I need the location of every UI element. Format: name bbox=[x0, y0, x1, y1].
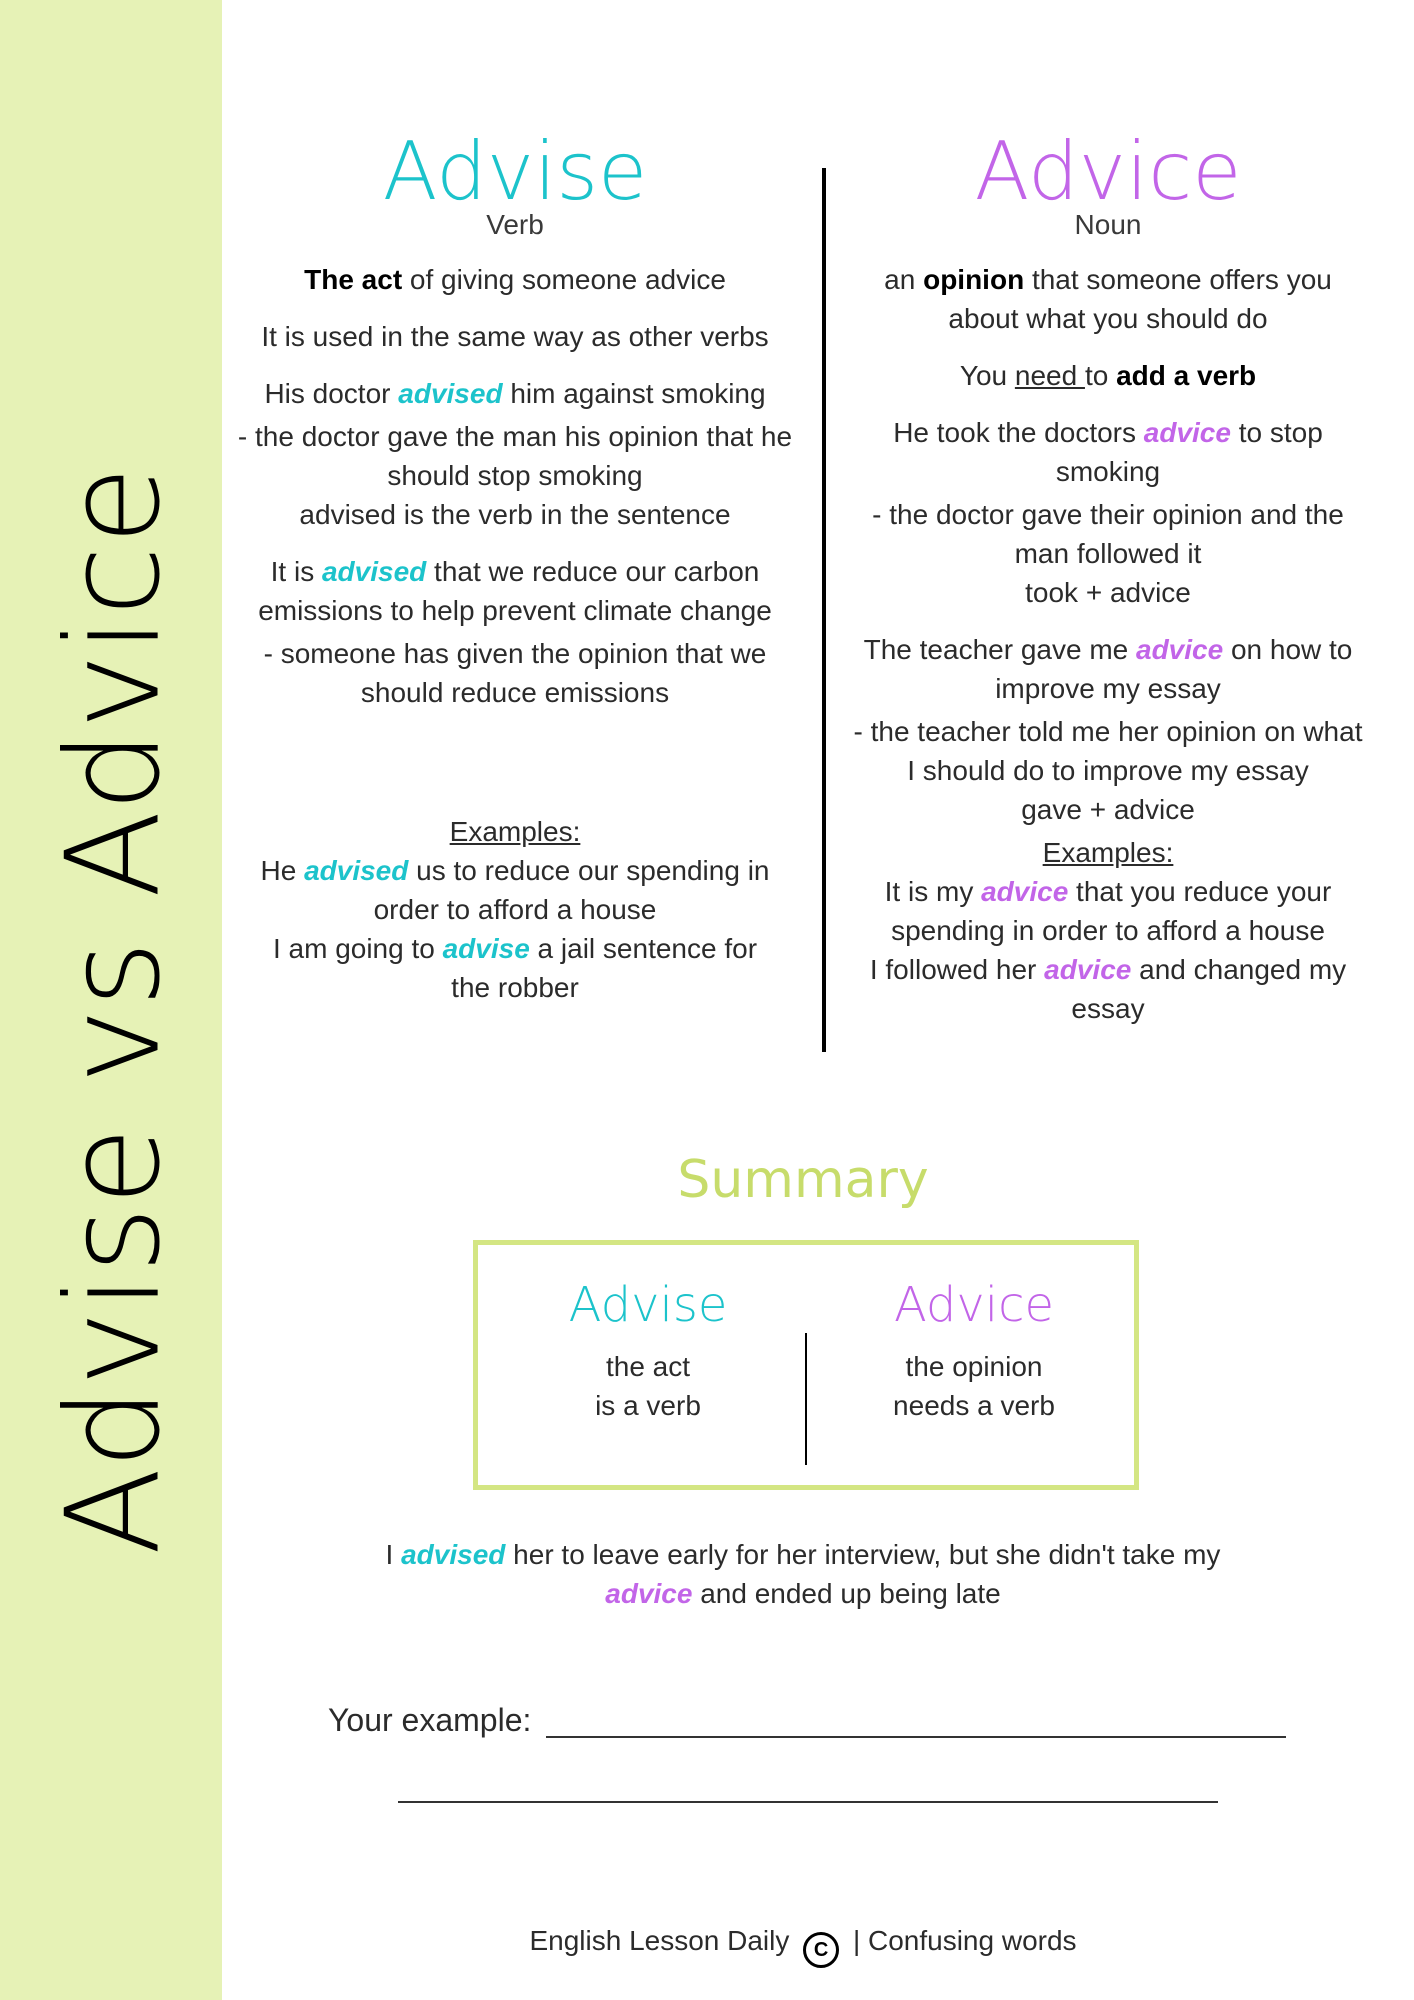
advice-definition-cont: about what you should do bbox=[948, 303, 1268, 334]
advice-column bbox=[830, 125, 1386, 1028]
text: His doctor bbox=[264, 378, 399, 409]
text: I bbox=[385, 1539, 402, 1570]
text: It is bbox=[270, 556, 322, 587]
text: her to leave early for her interview, but she didn't take my bbox=[505, 1539, 1221, 1570]
text: He took the doctors bbox=[893, 417, 1144, 448]
text: The teacher gave me bbox=[863, 634, 1136, 665]
advice-examples-line: spending in order to afford a house bbox=[891, 915, 1325, 946]
keyword-advice: advice bbox=[1143, 417, 1231, 448]
text: You bbox=[959, 360, 1015, 391]
text: I am going to bbox=[272, 933, 443, 964]
vertical-title: Advise vs Advice bbox=[39, 464, 189, 1556]
text: him against smoking bbox=[502, 378, 766, 409]
text: that you reduce your bbox=[1068, 876, 1332, 907]
text: It is my bbox=[884, 876, 982, 907]
summary-advice bbox=[824, 1275, 1124, 1425]
advise-example-1-note: should stop smoking bbox=[387, 460, 643, 491]
advice-examples-line: essay bbox=[1071, 993, 1145, 1024]
summary-advise-line: is a verb bbox=[595, 1390, 701, 1421]
advice-example-2-note: - the teacher told me her opinion on what bbox=[853, 716, 1363, 747]
your-example-label: Your example: bbox=[328, 1702, 532, 1738]
keyword-advice: advice bbox=[1044, 954, 1132, 985]
advice-example-2-cont: improve my essay bbox=[995, 673, 1221, 704]
advise-example-2-note: should reduce emissions bbox=[360, 677, 670, 708]
text: He bbox=[260, 855, 305, 886]
advise-examples-line: the robber bbox=[451, 972, 579, 1003]
advise-column bbox=[222, 125, 808, 1007]
advise-example-2 bbox=[222, 552, 808, 591]
advice-examples-line bbox=[830, 872, 1386, 911]
advice-example-2 bbox=[830, 630, 1386, 669]
combined-example-sentence bbox=[222, 1535, 1384, 1613]
advise-heading: Advise bbox=[382, 125, 648, 218]
advise-examples-line: order to afford a house bbox=[373, 894, 657, 925]
advice-example-1-note: man followed it bbox=[1014, 538, 1202, 569]
copyright-icon: C bbox=[803, 1932, 839, 1968]
advice-heading: Advice bbox=[974, 125, 1242, 218]
advise-def-rest: of giving someone advice bbox=[402, 264, 726, 295]
keyword-advised: advised bbox=[304, 855, 409, 886]
advise-example-1-note: advised is the verb in the sentence bbox=[299, 499, 731, 530]
column-divider bbox=[822, 168, 826, 1052]
advise-example-2-cont: emissions to help prevent climate change bbox=[258, 595, 772, 626]
summary-advice-word: Advice bbox=[893, 1277, 1055, 1333]
answer-line[interactable] bbox=[546, 1736, 1286, 1738]
keyword-advice: advice bbox=[981, 876, 1069, 907]
advice-example-2-note: gave + advice bbox=[1021, 794, 1195, 825]
text: that we reduce our carbon bbox=[426, 556, 760, 587]
text: I followed her bbox=[869, 954, 1045, 985]
keyword-advise: advise bbox=[442, 933, 530, 964]
text: a jail sentence for bbox=[529, 933, 758, 964]
advice-rule bbox=[830, 356, 1386, 395]
text: that someone offers you bbox=[1024, 264, 1332, 295]
keyword-advice: advice bbox=[1136, 634, 1224, 665]
text: us to reduce our spending in bbox=[408, 855, 770, 886]
advise-example-2-note: - someone has given the opinion that we bbox=[263, 638, 767, 669]
footer bbox=[222, 1925, 1384, 1968]
rule-underlined: need bbox=[1014, 360, 1085, 391]
advise-def-bold: The act bbox=[304, 264, 403, 295]
advice-example-1-note: - the doctor gave their opinion and the bbox=[872, 499, 1344, 530]
advice-def-bold: opinion bbox=[923, 264, 1025, 295]
keyword-advised: advised bbox=[398, 378, 503, 409]
summary-advise-line: the act bbox=[605, 1351, 691, 1382]
text: an bbox=[884, 264, 924, 295]
footer-brand: English Lesson Daily bbox=[529, 1925, 790, 1956]
advice-examples-heading: Examples: bbox=[1042, 837, 1174, 868]
rule-bold: add a verb bbox=[1116, 360, 1257, 391]
summary-title: Summary bbox=[677, 1150, 929, 1210]
keyword-advised: advised bbox=[401, 1539, 506, 1570]
summary-box bbox=[473, 1240, 1139, 1490]
advise-part-of-speech: Verb bbox=[486, 209, 544, 240]
advice-examples-line bbox=[830, 950, 1386, 989]
footer-topic: | Confusing words bbox=[852, 1925, 1077, 1956]
advise-example-1 bbox=[222, 374, 808, 413]
advice-definition bbox=[830, 260, 1386, 299]
text: to bbox=[1084, 360, 1117, 391]
summary-advice-line: needs a verb bbox=[893, 1390, 1055, 1421]
advice-example-1-cont: smoking bbox=[1055, 456, 1161, 487]
advise-examples-line bbox=[222, 851, 808, 890]
answer-line[interactable] bbox=[398, 1801, 1218, 1803]
advise-examples-heading: Examples: bbox=[449, 816, 581, 847]
advise-usage: It is used in the same way as other verbs bbox=[261, 321, 769, 352]
summary-advise-word: Advise bbox=[568, 1277, 728, 1333]
text: and ended up being late bbox=[692, 1578, 1001, 1609]
advice-part-of-speech: Noun bbox=[1074, 209, 1142, 240]
advice-example-1-note: took + advice bbox=[1025, 577, 1191, 608]
summary-advice-line: the opinion bbox=[905, 1351, 1043, 1382]
keyword-advice: advice bbox=[605, 1578, 693, 1609]
keyword-advised: advised bbox=[321, 556, 427, 587]
text: to stop bbox=[1230, 417, 1323, 448]
advise-examples-line bbox=[222, 929, 808, 968]
advise-example-1-note: - the doctor gave the man his opinion that he bbox=[237, 421, 793, 452]
summary-advise bbox=[498, 1275, 798, 1425]
text: and changed my bbox=[1131, 954, 1347, 985]
advice-example-2-note: I should do to improve my essay bbox=[907, 755, 1309, 786]
advise-definition bbox=[222, 260, 808, 299]
advice-example-1 bbox=[830, 413, 1386, 452]
summary-divider bbox=[805, 1333, 807, 1465]
text: on how to bbox=[1223, 634, 1353, 665]
